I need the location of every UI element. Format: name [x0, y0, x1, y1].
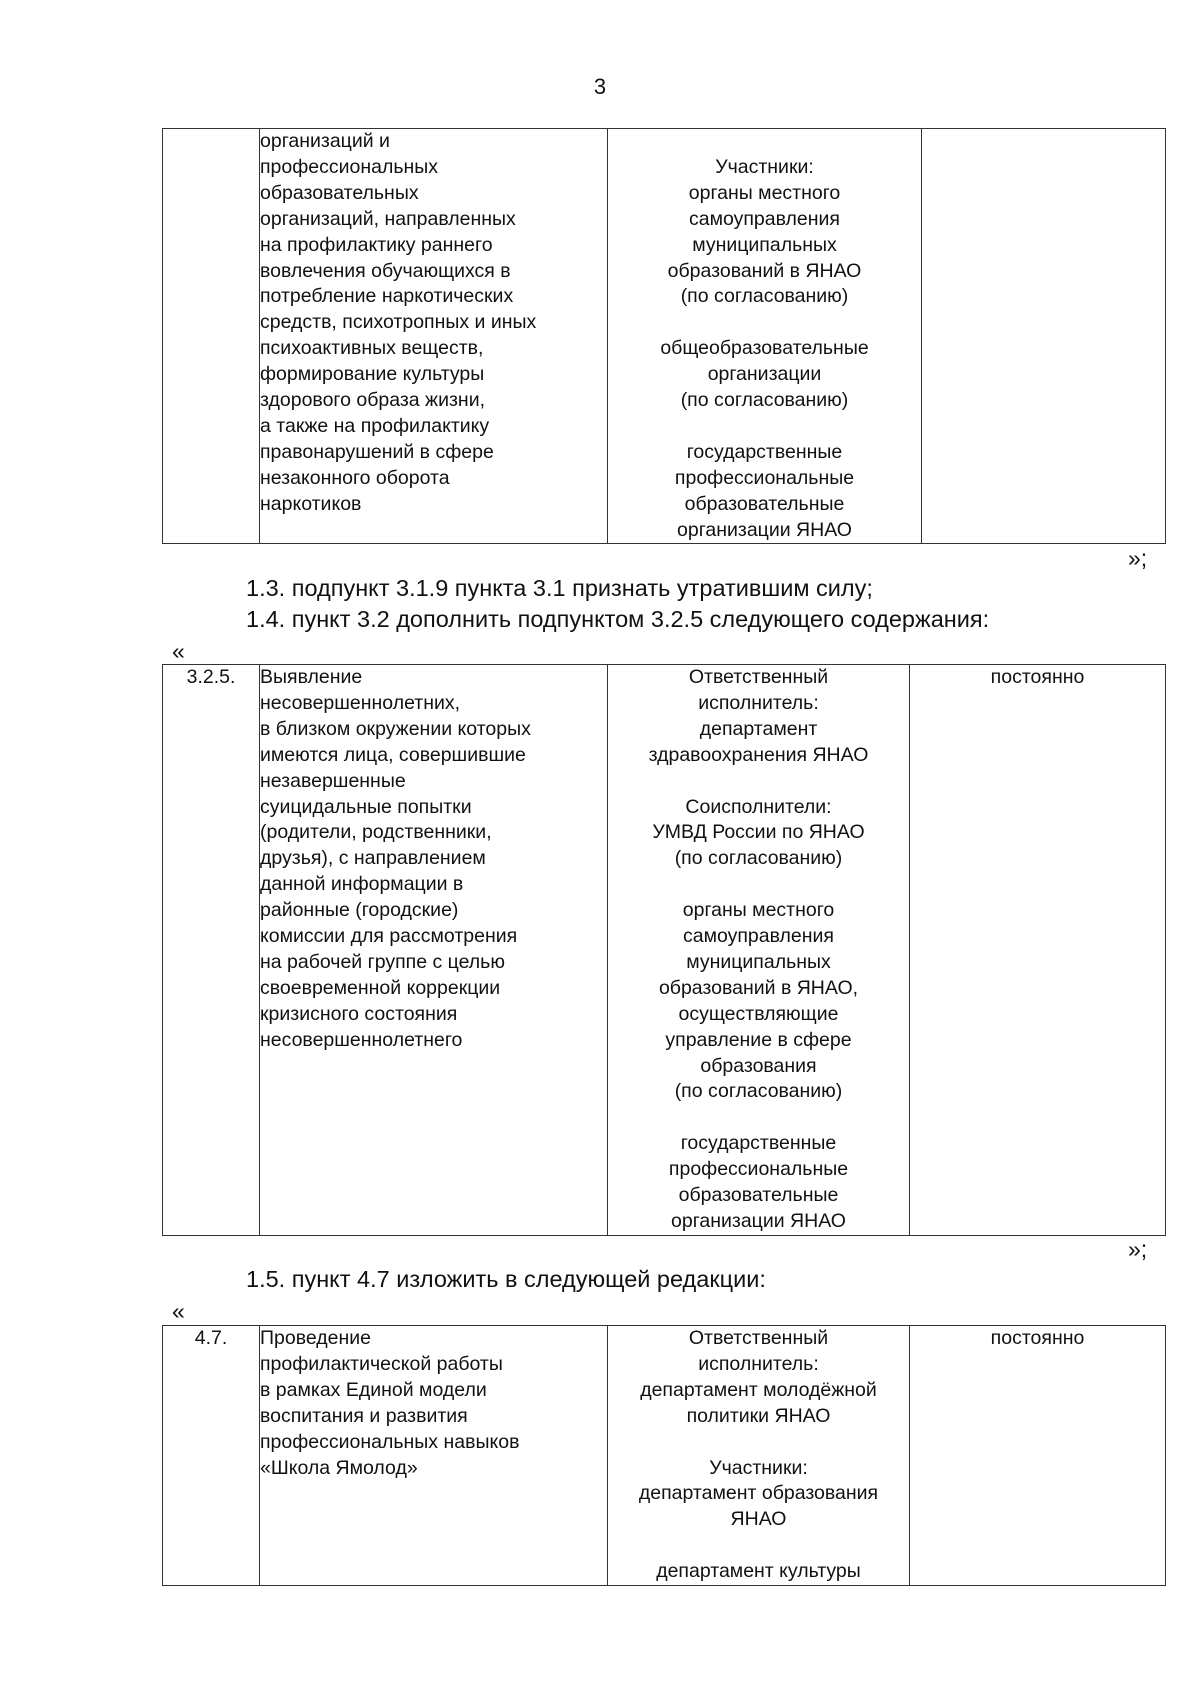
- cell-text-line: (по согласованию): [680, 285, 849, 308]
- cell-text-line: исполнитель:: [698, 691, 819, 714]
- cell-text-line: профессиональных: [260, 155, 439, 178]
- cell-text-line: образовательные: [684, 492, 845, 515]
- cell-text-line: УМВД России по ЯНАО: [652, 821, 865, 844]
- cell-text-line: друзья), с направлением: [260, 847, 486, 870]
- opening-quote: «: [172, 638, 185, 664]
- cell-text-line: образовательных: [260, 181, 419, 204]
- cell-text-line: правонарушений в сфере: [260, 440, 494, 463]
- cell-text-line: самоуправления: [689, 207, 840, 230]
- cell-text-line: государственные: [680, 1132, 837, 1155]
- cell-text-line: (по согласованию): [674, 847, 843, 870]
- cell-text-line: департамент культуры: [656, 1560, 861, 1583]
- cell-text-line: профессиональных навыков: [260, 1430, 520, 1453]
- table-row: [163, 665, 1166, 1236]
- cell-text-line: исполнитель:: [698, 1352, 819, 1375]
- cell-text-line: незаконного оборота: [260, 466, 450, 489]
- cell-text-line: [608, 129, 921, 155]
- executors-cell: [608, 1326, 910, 1586]
- cell-text-line: департамент: [699, 717, 818, 740]
- cell-text-line: средств, психотропных и иных: [260, 311, 537, 334]
- cell-text-line: Проведение: [260, 1327, 371, 1349]
- cell-text-line: Ответственный: [688, 1327, 829, 1349]
- cell-text-line: несовершеннолетнего: [260, 1028, 463, 1051]
- cell-text-line: организации: [707, 363, 822, 386]
- cell-text-line: несовершеннолетних,: [260, 691, 461, 714]
- page-number: 3: [593, 74, 607, 99]
- cell-text-line: самоуправления: [683, 925, 834, 948]
- cell-text-line: имеются лица, совершившие: [260, 743, 526, 766]
- table-row: [163, 1326, 1166, 1586]
- cell-text-line: муниципальных: [686, 950, 831, 973]
- cell-text-line: политики ЯНАО: [686, 1404, 831, 1427]
- cell-text-line: департамент молодёжной: [640, 1378, 877, 1401]
- cell-text-line: профилактической работы: [260, 1352, 503, 1375]
- cell-text-line: муниципальных: [692, 233, 837, 256]
- cell-text-line: кризисного состояния: [260, 1002, 458, 1025]
- cell-text-line: суицидальные попытки: [260, 795, 472, 818]
- cell-text-line: «Школа Ямолод»: [260, 1456, 418, 1479]
- item-number-cell: 3.2.5.: [163, 665, 260, 1236]
- cell-text-line: здравоохранения ЯНАО: [648, 743, 869, 766]
- closing-quote: »;: [1128, 1236, 1148, 1262]
- cell-text-line: а также на профилактику: [260, 414, 490, 437]
- cell-text-line: общеобразовательные: [660, 337, 869, 360]
- cell-text-line: профессиональные: [668, 1158, 849, 1181]
- deadline-cell: постоянно: [910, 1326, 1166, 1586]
- measure-description-cell: [260, 129, 608, 544]
- cell-text-line: незавершенные: [260, 769, 406, 792]
- measure-description-cell: [260, 665, 608, 1236]
- item-number-cell: 4.7.: [163, 1326, 260, 1586]
- cell-text-line: органы местного: [688, 181, 841, 204]
- cell-text-line: [608, 1430, 909, 1456]
- cell-text-line: организаций, направленных: [260, 207, 516, 230]
- cell-text-line: Соисполнители:: [685, 795, 832, 818]
- cell-text-line: (по согласованию): [680, 389, 849, 412]
- cell-text-line: своевременной коррекции: [260, 976, 501, 999]
- paragraph-1-5: 1.5. пункт 4.7 изложить в следующей редакции:: [246, 1266, 766, 1292]
- cell-text-line: [608, 310, 921, 336]
- cell-text-line: формирование культуры: [260, 363, 485, 386]
- deadline-cell: [922, 129, 1166, 544]
- cell-text-line: образования: [700, 1054, 817, 1077]
- cell-text-line: [608, 1533, 909, 1559]
- cell-text-line: [608, 414, 921, 440]
- cell-text-line: осуществляющие: [678, 1002, 839, 1025]
- cell-text-line: организации ЯНАО: [677, 518, 852, 541]
- closing-quote: »;: [1128, 545, 1148, 571]
- table-fragment-top: [162, 128, 1166, 544]
- cell-text-line: управление в сфере: [665, 1028, 852, 1051]
- opening-quote: «: [172, 1298, 185, 1324]
- paragraph-1-3: 1.3. подпункт 3.1.9 пункта 3.1 признать утратившим силу;: [246, 575, 873, 601]
- cell-text-line: организации ЯНАО: [671, 1209, 846, 1232]
- cell-text-line: Участники:: [715, 155, 814, 178]
- cell-text-line: органы местного: [682, 899, 835, 922]
- item-number-cell: [163, 129, 260, 544]
- cell-text-line: департамент образования: [638, 1482, 879, 1505]
- cell-text-line: организаций и: [260, 130, 390, 152]
- executors-cell: [608, 129, 922, 544]
- cell-text-line: потребление наркотических: [260, 285, 514, 308]
- cell-text-line: государственные: [686, 440, 843, 463]
- table-item-4-7: [162, 1325, 1166, 1586]
- cell-text-line: образовательные: [678, 1184, 839, 1207]
- cell-text-line: [608, 1105, 909, 1131]
- cell-text-line: профессиональные: [674, 466, 855, 489]
- cell-text-line: здорового образа жизни,: [260, 389, 486, 412]
- cell-text-line: воспитания и развития: [260, 1404, 468, 1427]
- cell-text-line: [608, 769, 909, 795]
- cell-text-line: (по согласованию): [674, 1080, 843, 1103]
- cell-text-line: данной информации в: [260, 873, 464, 896]
- deadline-cell: постоянно: [910, 665, 1166, 1236]
- cell-text-line: Выявление: [260, 666, 363, 688]
- cell-text-line: комиссии для рассмотрения: [260, 925, 518, 948]
- cell-text-line: психоактивных веществ,: [260, 337, 484, 360]
- cell-text-line: районные (городские): [260, 899, 459, 922]
- cell-text-line: образований в ЯНАО,: [658, 976, 859, 999]
- cell-text-line: (родители, родственники,: [260, 821, 492, 844]
- table-row: [163, 129, 1166, 544]
- table-item-3-2-5: [162, 664, 1166, 1236]
- cell-text-line: [608, 872, 909, 898]
- cell-text-line: на рабочей группе с целью: [260, 950, 505, 973]
- cell-text-line: Участники:: [709, 1456, 808, 1479]
- cell-text-line: ЯНАО: [730, 1508, 787, 1531]
- measure-description-cell: [260, 1326, 608, 1586]
- cell-text-line: вовлечения обучающихся в: [260, 259, 511, 282]
- cell-text-line: Ответственный: [688, 666, 829, 688]
- cell-text-line: наркотиков: [260, 492, 362, 515]
- executors-cell: [608, 665, 910, 1236]
- cell-text-line: в рамках Единой модели: [260, 1378, 487, 1401]
- cell-text-line: на профилактику раннего: [260, 233, 493, 256]
- cell-text-line: образований в ЯНАО: [667, 259, 862, 282]
- paragraph-1-4: 1.4. пункт 3.2 дополнить подпунктом 3.2.5 следующего содержания:: [246, 606, 990, 632]
- cell-text-line: в близком окружении которых: [260, 717, 531, 740]
